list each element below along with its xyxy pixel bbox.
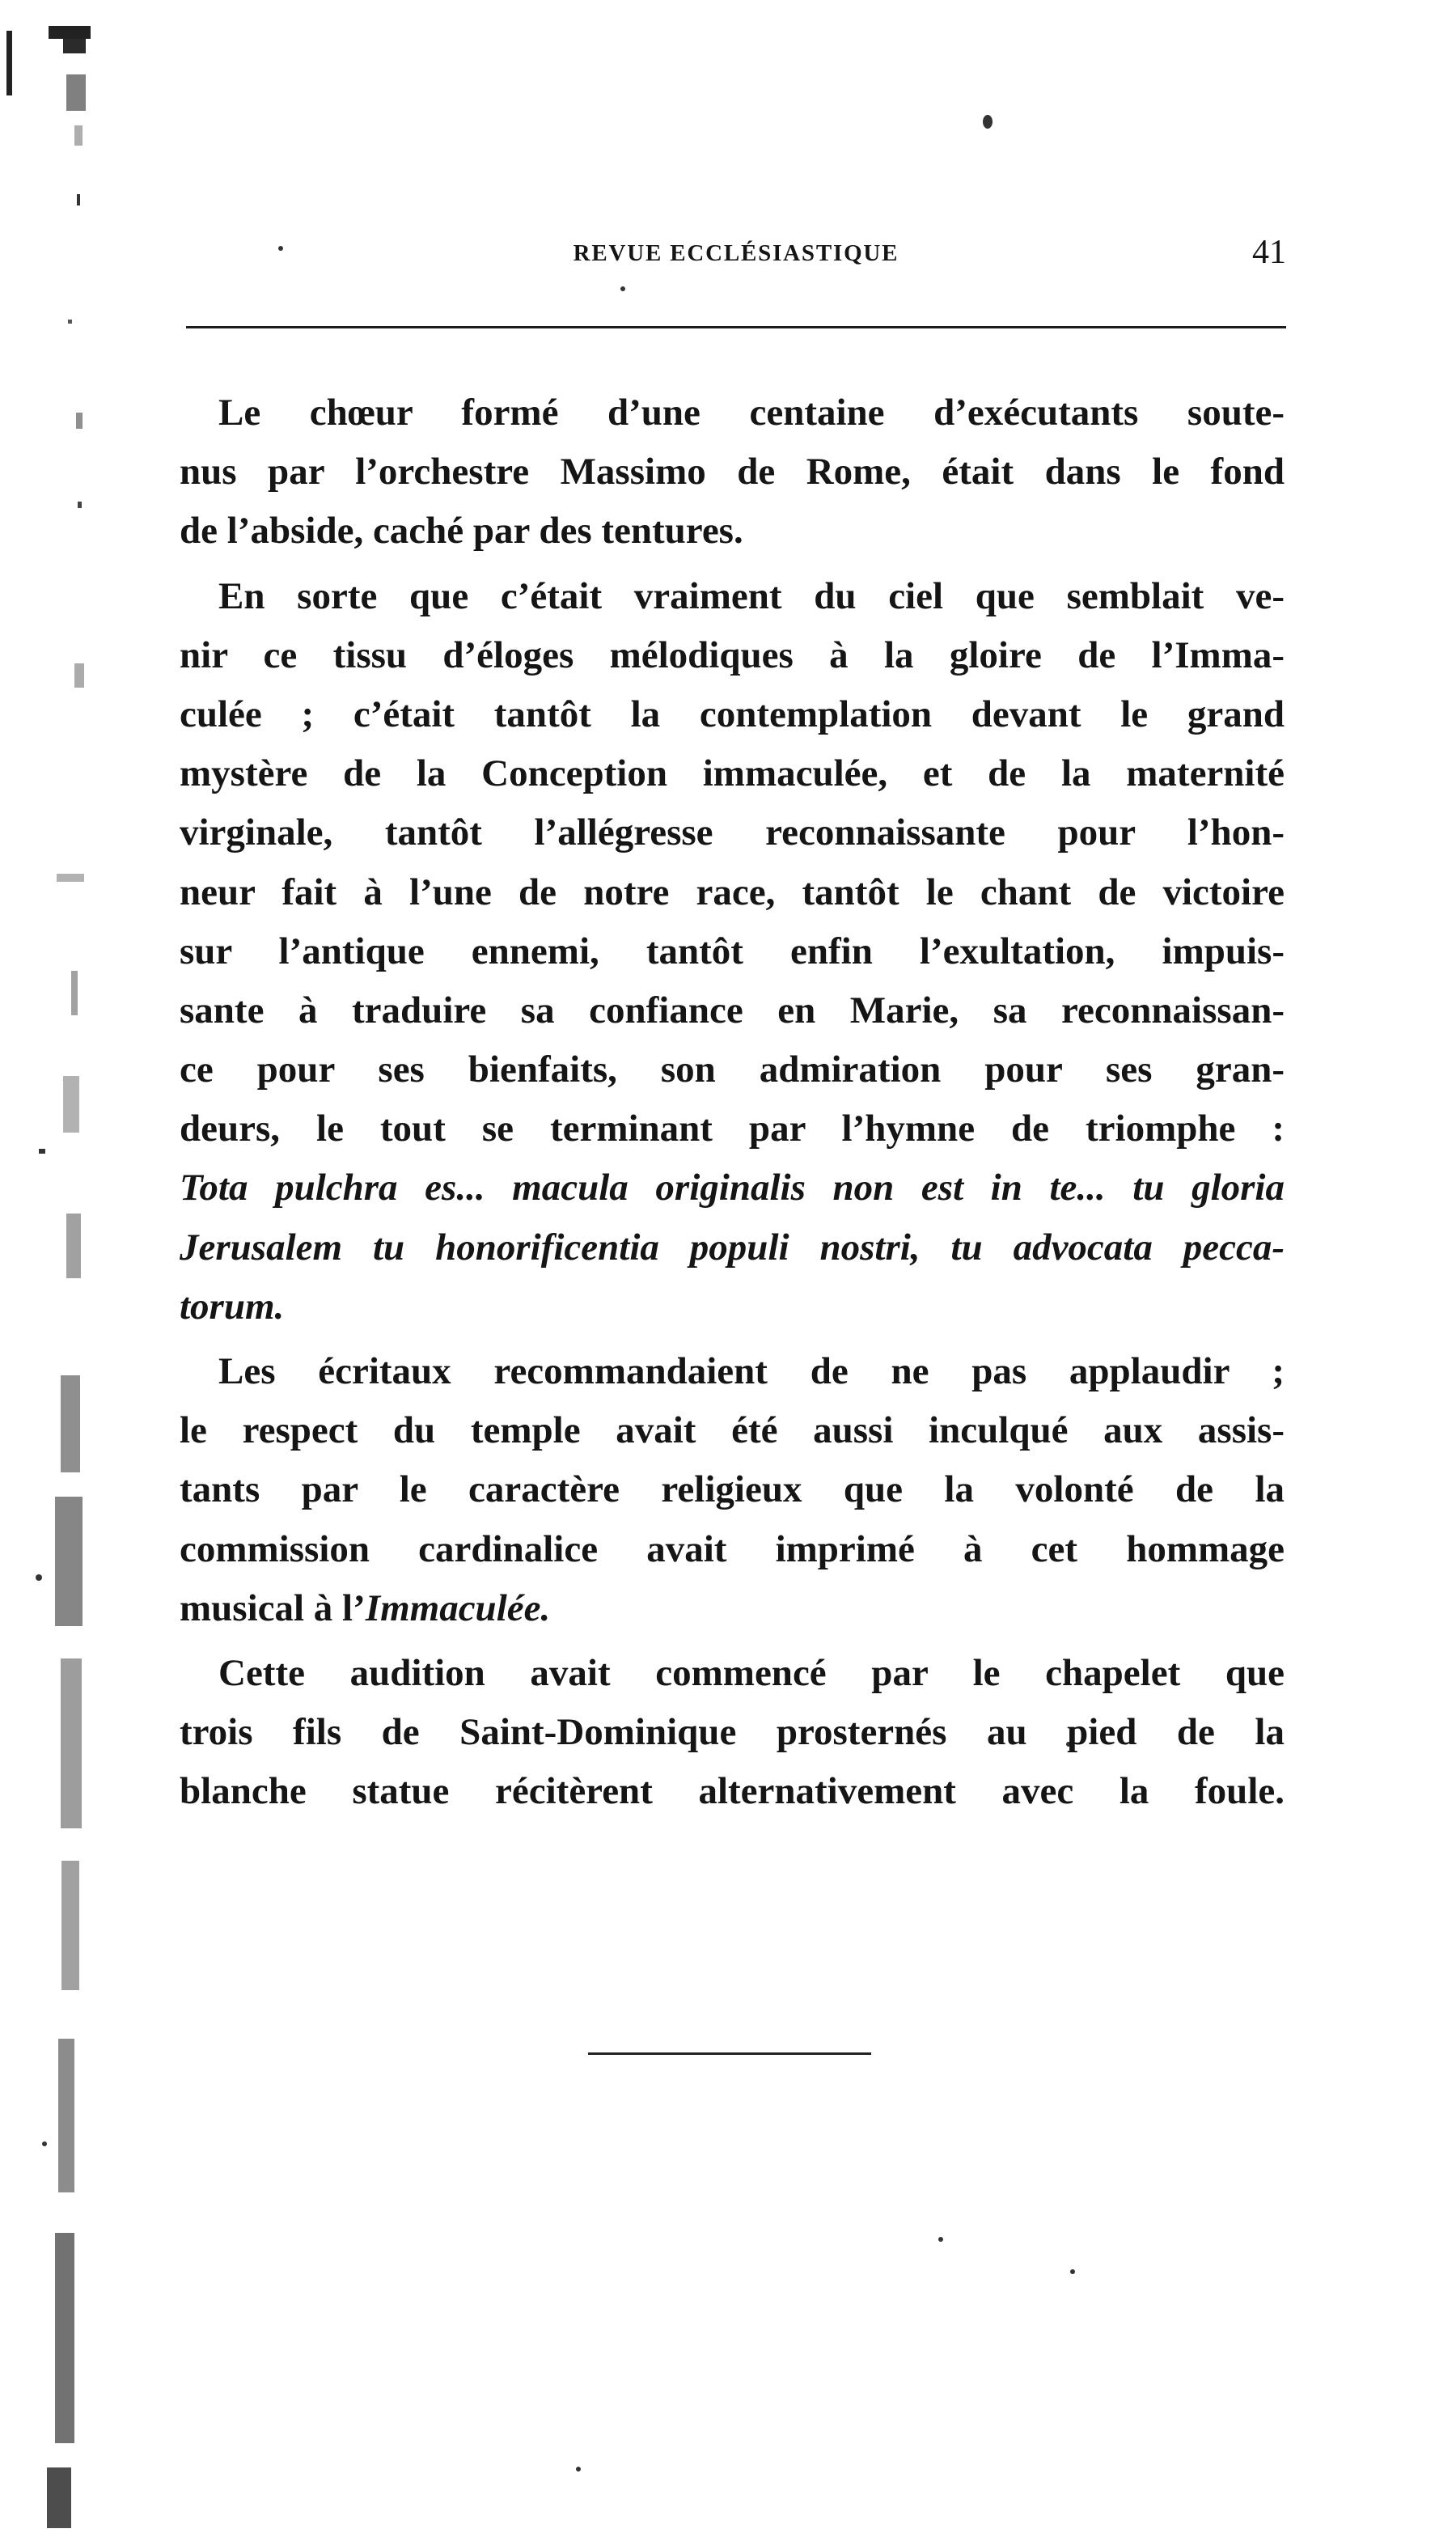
text-line: ce pour ses bienfaits, son admiration pour ses gran- xyxy=(180,1048,1285,1091)
paragraph xyxy=(180,1342,1285,1638)
text-line: tants par le caractère religieux que la volonté de la xyxy=(180,1468,1285,1511)
latin-text-line: Tota pulchra es... macula originalis non est in te... tu gloria xyxy=(180,1167,1285,1209)
italic-text-run: Immaculée. xyxy=(365,1586,551,1629)
scan-dot xyxy=(1070,2269,1075,2274)
text-line: le respect du temple avait été aussi inculqué aux assis- xyxy=(180,1409,1285,1452)
paragraph xyxy=(180,383,1285,561)
paragraph-gap xyxy=(180,561,1285,567)
text-line: de l’abside, caché par des tentures. xyxy=(180,510,743,553)
paragraph-gap xyxy=(180,1336,1285,1342)
text-line: sur l’antique ennemi, tantôt enfin l’exultation, impuis- xyxy=(180,930,1285,972)
text-line: blanche statue récitèrent alternativement avec la foule. xyxy=(180,1770,1285,1813)
text-line: Cette audition avait commencé par le chapelet que xyxy=(218,1651,1285,1694)
text-line: Le chœur formé d’une centaine d’exécutants soute- xyxy=(218,392,1285,434)
article-text xyxy=(180,383,1285,1822)
text-line: commission cardinalice avait imprimé à cet hommage xyxy=(180,1527,1285,1570)
text-line: nir ce tissu d’éloges mélodiques à la gloire de l’Imma- xyxy=(180,633,1285,676)
scan-dot xyxy=(983,115,993,129)
text-line: mystère de la Conception immaculée, et de la maternité xyxy=(180,752,1285,795)
running-header xyxy=(186,233,1286,273)
paragraph-gap xyxy=(180,1638,1285,1644)
scan-dot xyxy=(576,2467,581,2472)
text-line: deurs, le tout se terminant par l’hymne de triomphe : xyxy=(180,1108,1285,1150)
closing-rule xyxy=(588,2052,871,2055)
header-rule xyxy=(186,326,1286,328)
scan-dot xyxy=(938,2237,943,2242)
scan-dot xyxy=(620,286,625,291)
text-line-mixed xyxy=(180,1579,1285,1638)
running-title: REVUE ECCLÉSIASTIQUE xyxy=(573,240,899,266)
latin-text-line: Jerusalem tu honorificentia populi nostri, tu advocata pecca- xyxy=(180,1226,1285,1269)
text-line: culée ; c’était tantôt la contemplation devant le grand xyxy=(180,693,1285,735)
text-run: musical à l’ xyxy=(180,1586,366,1629)
paragraph xyxy=(180,567,1285,1336)
text-line: neur fait à l’une de notre race, tantôt le chant de victoire xyxy=(180,870,1285,913)
text-line: nus par l’orchestre Massimo de Rome, était dans le fond xyxy=(180,451,1285,493)
paragraph xyxy=(180,1644,1285,1822)
text-line: Les écritaux recommandaient de ne pas applaudir ; xyxy=(218,1350,1285,1392)
text-line: trois fils de Saint-Dominique prosternés au pied de la xyxy=(180,1711,1285,1754)
text-line: En sorte que c’était vraiment du ciel que semblait ve- xyxy=(218,574,1285,617)
text-line: virginale, tantôt l’allégresse reconnaissante pour l’hon- xyxy=(180,811,1285,854)
page-number: 41 xyxy=(1252,234,1286,271)
text-line: sante à traduire sa confiance en Marie, sa reconnaissan- xyxy=(180,989,1285,1031)
latin-text-line: torum. xyxy=(180,1285,285,1328)
